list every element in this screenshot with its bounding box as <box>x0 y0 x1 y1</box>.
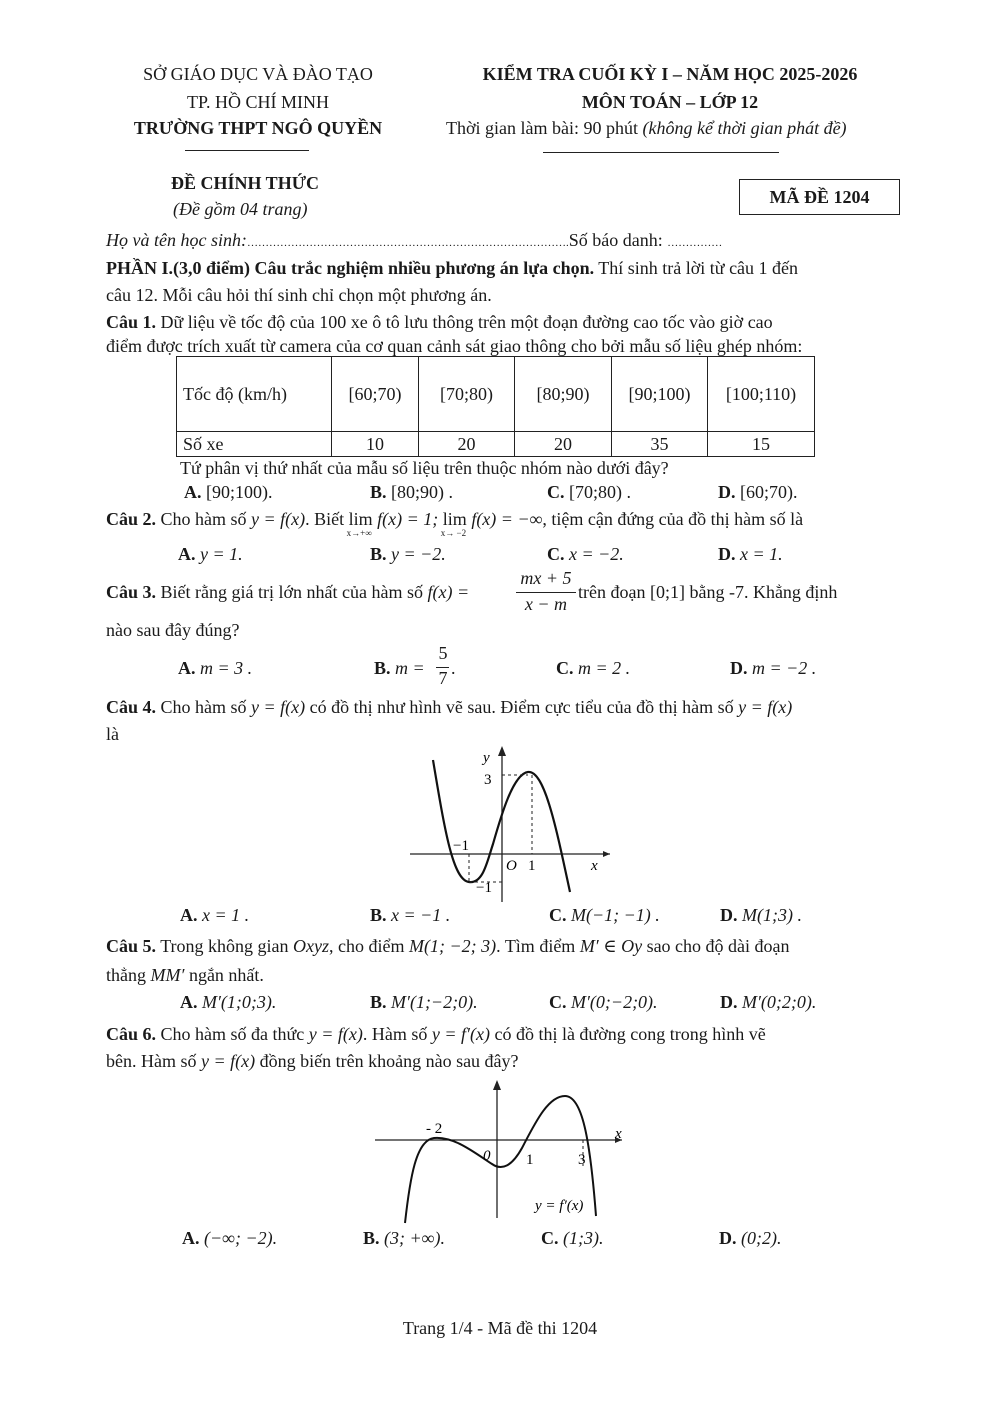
exam-code: MÃ ĐỀ 1204 <box>769 186 870 207</box>
table-cell: 20 <box>419 432 515 457</box>
x-axis-label: x <box>591 858 598 874</box>
q2-text: Câu 2. Cho hàm số y = f(x). Biết lim x→+∞ f(x) = 1; lim x→ −2 f(x) = −∞, tiệm cận đứng của đồ thị hàm số là <box>106 509 804 538</box>
tick-label-neg1-y: −1 <box>476 880 492 896</box>
q6-option-b[interactable]: B. (3; +∞). <box>363 1228 445 1248</box>
q5-option-c[interactable]: C. M′(0;−2;0). <box>549 992 658 1012</box>
tick-label-3: 3 <box>484 772 492 788</box>
student-line <box>106 230 722 251</box>
q2-option-b[interactable]: B. y = −2. <box>370 544 446 564</box>
tick-label-neg1-x: −1 <box>453 838 469 854</box>
q6-option-c[interactable]: C. (1;3). <box>541 1228 604 1248</box>
exam-code-box <box>739 179 900 215</box>
q6-text: Câu 6. Cho hàm số đa thức y = f(x). Hàm số y = f′(x) có đồ thị là đường cong trong hình vẽ <box>106 1024 766 1044</box>
student-id-label: Số báo danh: <box>568 230 668 250</box>
dept-name: SỞ GIÁO DỤC VÀ ĐÀO TẠO <box>143 64 373 84</box>
table-cell: 10 <box>332 432 419 457</box>
q6-graph <box>370 1078 640 1228</box>
q4-text: Câu 4. Cho hàm số y = f(x) có đồ thị như hình vẽ sau. Điểm cực tiểu của đồ thị hàm số y = f(x) <box>106 697 793 717</box>
q6-text-2: bên. Hàm số y = f(x) đồng biến trên khoảng nào sau đây? <box>106 1051 519 1071</box>
q5-option-b[interactable]: B. M′(1;−2;0). <box>370 992 478 1012</box>
header-left-rule <box>185 150 309 151</box>
table-cell: 20 <box>515 432 612 457</box>
q3-text-tail: trên đoạn [0;1] bằng -7. Khẳng định <box>578 582 838 602</box>
q3-option-d[interactable]: D. m = −2 . <box>730 658 817 678</box>
header-right-rule <box>543 152 779 153</box>
origin-label: 0 <box>483 1148 491 1164</box>
q5-text-2: thẳng MM′ ngắn nhất. <box>106 965 264 985</box>
q3-fraction-bar <box>516 592 576 593</box>
q3-option-b[interactable]: B. m = <box>374 658 425 678</box>
origin-label: O <box>506 858 517 874</box>
tick-label-3: 3 <box>578 1152 586 1168</box>
q2-option-d[interactable]: D. x = 1. <box>718 544 783 564</box>
tick-label-1: 1 <box>528 858 536 874</box>
part1-heading: PHẦN I.(3,0 điểm) Câu trắc nghiệm nhiều phương án lựa chọn. Thí sinh trả lời từ câu 1 đến <box>106 258 799 278</box>
tick-label-neg2: - 2 <box>426 1121 443 1137</box>
q5-option-d[interactable]: D. M′(0;2;0). <box>720 992 817 1012</box>
curve-label: y = f′(x) <box>535 1198 584 1214</box>
q1-option-d[interactable]: D. [60;70). <box>718 482 798 502</box>
q1-option-a[interactable]: A. [90;100). <box>184 482 273 502</box>
q1-text: Câu 1. Dữ liệu về tốc độ của 100 xe ô tô lưu thông trên một đoạn đường cao tốc vào giờ cao <box>106 312 773 332</box>
x-axis-arrow-icon <box>603 851 610 857</box>
q3-fraction-denominator: x − m <box>524 594 568 614</box>
table-cell: [60;70) <box>332 357 419 432</box>
pages-note: (Đề gồm 04 trang) <box>173 199 308 219</box>
x-axis-label: x <box>615 1126 622 1142</box>
table-cell: 15 <box>708 432 815 457</box>
table-header-count: Số xe <box>177 432 332 457</box>
q2-option-c[interactable]: C. x = −2. <box>547 544 624 564</box>
table-header-speed: Tốc độ (km/h) <box>177 357 332 432</box>
page-footer: Trang 1/4 - Mã đề thi 1204 <box>402 1318 598 1338</box>
table-cell: [100;110) <box>708 357 815 432</box>
exam-title: KIỂM TRA CUỐI KỲ I – NĂM HỌC 2025-2026 <box>482 64 858 84</box>
time-limit: Thời gian làm bài: 90 phút (không kể thời gian phát đề) <box>446 118 847 138</box>
official-label: ĐỀ CHÍNH THỨC <box>171 173 320 193</box>
q1-text-2: điểm được trích xuất từ camera của cơ quan cảnh sát giao thông cho bởi mẫu số liệu ghép nhóm: <box>106 336 803 356</box>
student-name-label: Họ và tên học sinh: <box>106 230 247 250</box>
q3-option-a[interactable]: A. m = 3 . <box>178 658 253 678</box>
q1-frequency-table <box>176 356 815 457</box>
q3-fraction-numerator: mx + 5 <box>520 568 572 588</box>
q6-option-d[interactable]: D. (0;2). <box>719 1228 782 1248</box>
q1-option-b[interactable]: B. [80;90) . <box>370 482 454 502</box>
q4-option-c[interactable]: C. M(−1; −1) . <box>549 905 660 925</box>
city-name: TP. HỒ CHÍ MINH <box>186 92 329 112</box>
q4-option-a[interactable]: A. x = 1 . <box>180 905 250 925</box>
q4-option-d[interactable]: D. M(1;3) . <box>720 905 802 925</box>
part1-instruction: câu 12. Mỗi câu hỏi thí sinh chỉ chọn một phương án. <box>106 285 492 305</box>
table-cell: [80;90) <box>515 357 612 432</box>
y-axis-arrow-icon <box>498 746 506 756</box>
q3-option-b-dot: . <box>451 658 456 678</box>
q5-option-a[interactable]: A. M′(1;0;3). <box>180 992 277 1012</box>
q6-option-a[interactable]: A. (−∞; −2). <box>182 1228 278 1248</box>
table-cell: [70;80) <box>419 357 515 432</box>
table-cell: 35 <box>612 432 708 457</box>
y-axis-label: y <box>483 750 490 766</box>
student-id-field[interactable]: …………… <box>667 237 723 249</box>
q2-option-a[interactable]: A. y = 1. <box>178 544 243 564</box>
subject-title: MÔN TOÁN – LỚP 12 <box>581 92 759 112</box>
q5-text: Câu 5. Trong không gian Oxyz, cho điểm M(1; −2; 3). Tìm điểm M′ ∈ Oy sao cho độ dài đoạn <box>106 936 790 956</box>
q3-text: Câu 3. Biết rằng giá trị lớn nhất của hàm số f(x) = <box>106 582 470 602</box>
q3-option-b-num: 5 <box>438 643 448 663</box>
q3-option-b-den: 7 <box>438 668 448 688</box>
q4-graph <box>405 742 615 907</box>
school-name: TRƯỜNG THPT NGÔ QUYỀN <box>133 118 383 138</box>
student-name-field[interactable]: ……………………………………………………………………………. <box>246 237 569 249</box>
table-cell: [90;100) <box>612 357 708 432</box>
q3-option-c[interactable]: C. m = 2 . <box>556 658 631 678</box>
q1-question: Tứ phân vị thứ nhất của mẫu số liệu trên thuộc nhóm nào dưới đây? <box>180 458 669 478</box>
q3-text-2: nào sau đây đúng? <box>106 620 240 640</box>
q4-option-b[interactable]: B. x = −1 . <box>370 905 451 925</box>
tick-label-1: 1 <box>526 1152 534 1168</box>
y-axis-arrow-icon <box>493 1080 501 1090</box>
q1-option-c[interactable]: C. [70;80) . <box>547 482 631 502</box>
q4-text-2: là <box>106 724 119 744</box>
